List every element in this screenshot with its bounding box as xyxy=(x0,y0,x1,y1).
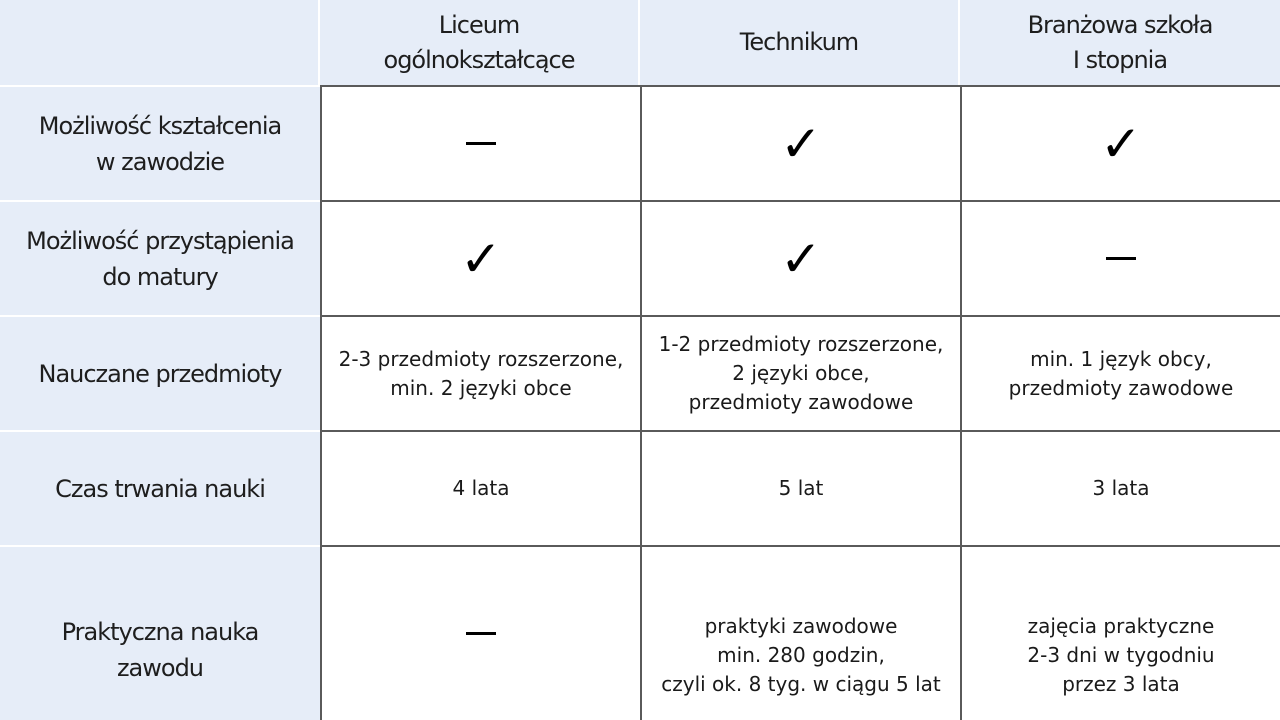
row-vocational-training-cell-2 xyxy=(640,85,960,200)
cell-text: 5 lat xyxy=(778,476,824,500)
row-vocational-training-label-cell xyxy=(0,85,320,200)
check-icon: ✓ xyxy=(1100,114,1142,173)
row-subjects-cell-3 xyxy=(960,315,1280,430)
row-matura-eligibility-cell-3 xyxy=(960,200,1280,315)
cell-text: zajęcia praktyczne 2-3 dni w tygodniu przez 3 lata xyxy=(1027,614,1215,696)
column-header-technikum xyxy=(640,0,960,85)
dash-icon xyxy=(1106,257,1136,260)
cell-text: 1-2 przedmioty rozszerzone, 2 języki obce, przedmioty zawodowe xyxy=(658,332,944,414)
row-label: Praktyczna nauka zawodu xyxy=(61,617,259,682)
row-practical-training-cell-1 xyxy=(320,545,640,720)
row-duration-cell-2 xyxy=(640,430,960,545)
column-header-liceum xyxy=(320,0,640,85)
row-label: Czas trwania nauki xyxy=(55,474,265,503)
dash-icon xyxy=(466,632,496,635)
row-matura-eligibility-label-cell xyxy=(0,200,320,315)
row-practical-training-cell-2 xyxy=(640,545,960,720)
row-label: Nauczane przedmioty xyxy=(38,359,282,388)
row-practical-training-label-cell xyxy=(0,545,320,720)
row-vocational-training-cell-1 xyxy=(320,85,640,200)
table-corner-cell xyxy=(0,0,320,85)
dash-icon xyxy=(466,142,496,145)
column-header-branzowa xyxy=(960,0,1280,85)
row-practical-training-cell-3 xyxy=(960,545,1280,720)
row-subjects-cell-2 xyxy=(640,315,960,430)
row-matura-eligibility-cell-2 xyxy=(640,200,960,315)
check-icon: ✓ xyxy=(460,229,502,288)
column-header-label: Liceum ogólnokształcące xyxy=(383,10,575,74)
cell-text: 2-3 przedmioty rozszerzone, min. 2 języki obce xyxy=(338,346,624,400)
row-vocational-training-cell-3 xyxy=(960,85,1280,200)
cell-text: min. 1 język obcy, przedmioty zawodowe xyxy=(1008,346,1234,400)
row-duration-cell-3 xyxy=(960,430,1280,545)
row-label: Możliwość kształcenia w zawodzie xyxy=(38,111,282,176)
row-label: Możliwość przystąpienia do matury xyxy=(26,226,294,291)
cell-text: 4 lata xyxy=(452,476,510,500)
row-duration-cell-1 xyxy=(320,430,640,545)
cell-text: 3 lata xyxy=(1092,476,1150,500)
row-matura-eligibility-cell-1 xyxy=(320,200,640,315)
check-icon: ✓ xyxy=(780,114,822,173)
column-header-label: Technikum xyxy=(739,28,859,56)
row-duration-label-cell xyxy=(0,430,320,545)
cell-text: praktyki zawodowe min. 280 godzin, czyli ok. 8 tyg. w ciągu 5 lat xyxy=(661,614,941,696)
column-header-label: Branżowa szkoła I stopnia xyxy=(1027,10,1213,74)
row-subjects-label-cell xyxy=(0,315,320,430)
row-subjects-cell-1 xyxy=(320,315,640,430)
check-icon: ✓ xyxy=(780,229,822,288)
